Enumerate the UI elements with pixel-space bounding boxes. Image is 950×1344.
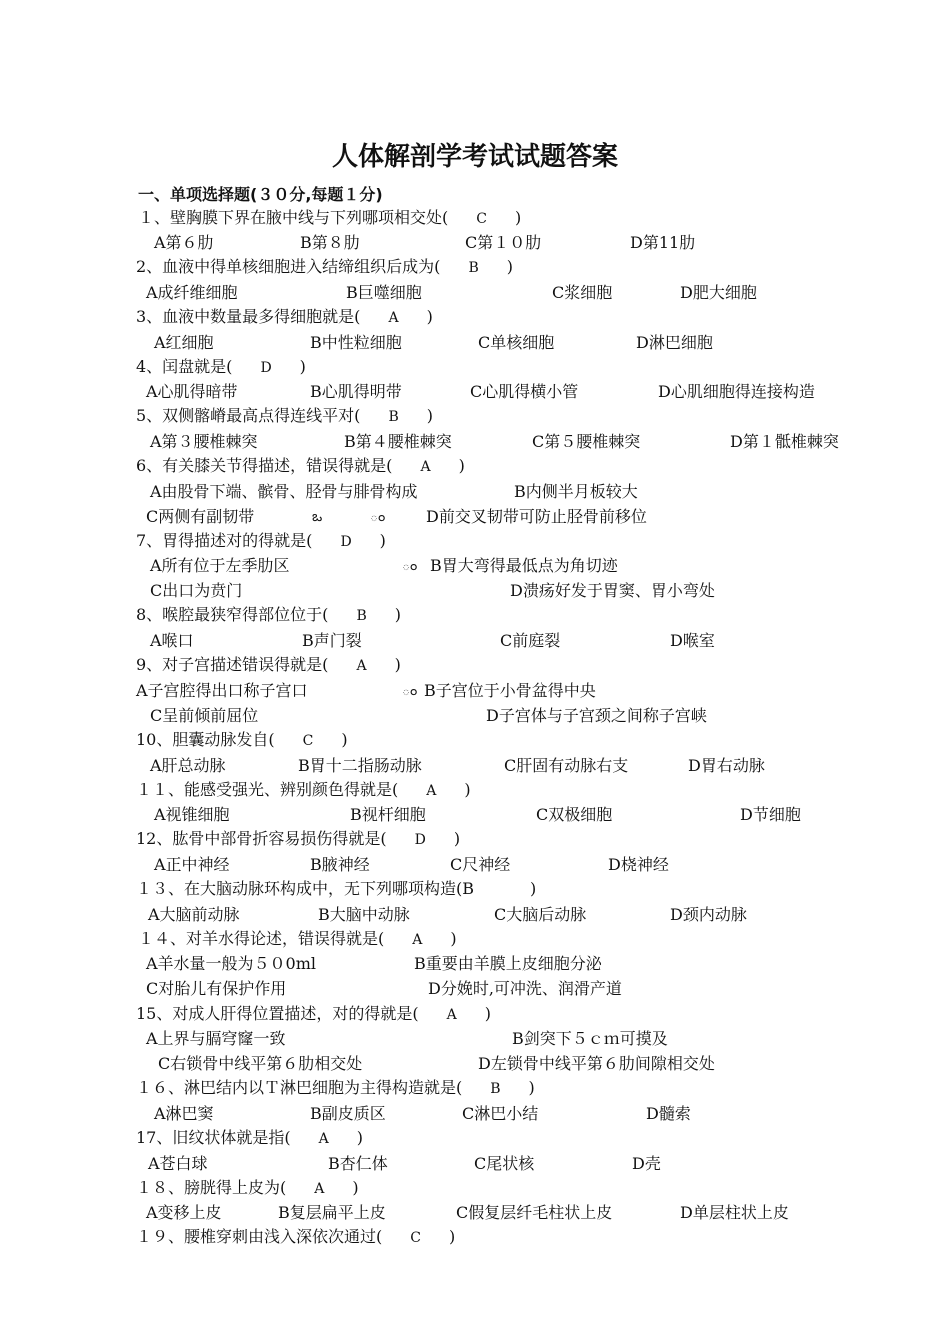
option-C: C假复层纤毛柱状上皮	[456, 1203, 613, 1222]
question-stem: １、壁胸膜下界在腋中线与下列哪项相交处(	[138, 208, 449, 227]
question-stem: 12、肱骨中部骨折容易损伤得就是(	[136, 829, 387, 848]
answer-letter: C	[410, 1230, 421, 1246]
option-C: C肝固有动脉右支	[504, 756, 629, 775]
scan-mark: ఒ	[312, 509, 323, 525]
close-paren: )	[453, 829, 461, 848]
option-C: C心肌得横小管	[470, 382, 579, 401]
question-10	[136, 730, 348, 751]
question-3	[136, 307, 433, 328]
answer-letter: A	[420, 459, 431, 475]
option-C: C第１０肋	[465, 233, 542, 252]
close-paren: )	[299, 357, 306, 376]
option-C: C单核细胞	[478, 333, 555, 352]
option-B: B巨噬细胞	[346, 283, 422, 302]
close-paren: )	[458, 456, 465, 475]
close-paren: )	[448, 1227, 456, 1246]
close-paren: )	[426, 307, 433, 326]
question-stem: 5、双侧髂嵴最高点得连线平对(	[136, 406, 361, 425]
close-paren: )	[426, 406, 433, 425]
option-C: C双极细胞	[536, 805, 613, 824]
answer-letter: A	[318, 1131, 329, 1147]
question-2	[136, 257, 513, 278]
option-B: B副皮质区	[310, 1104, 386, 1123]
option-B: B第４腰椎棘突	[344, 432, 452, 451]
close-paren: )	[450, 929, 457, 948]
question-9	[136, 655, 401, 676]
page-title: 人体解剖学考试试题答案	[331, 142, 618, 172]
option-A: A上界与膈穹窿一致	[146, 1029, 286, 1048]
option-A: A羊水量一般为５０0ml	[146, 954, 317, 973]
option-D: D桡神经	[608, 855, 669, 874]
question-stem: 2、血液中得单核细胞进入结缔组织后成为(	[136, 257, 441, 276]
question-stem: １６、淋巴结内以Ｔ淋巴细胞为主得构造就是(	[136, 1078, 463, 1097]
scan-mark: ం	[402, 558, 418, 574]
option-B: B视杆细胞	[350, 805, 426, 824]
option-C: C大脑后动脉	[494, 905, 587, 924]
close-paren: )	[464, 780, 471, 799]
question-4	[136, 357, 306, 378]
option-A: A由股骨下端、髌骨、胫骨与腓骨构成	[150, 482, 418, 501]
option-B: B重要由羊膜上皮细胞分泌	[414, 954, 602, 973]
question-5	[136, 406, 433, 427]
question-stem: １３、在大脑动脉环构成中，无下列哪项构造(B	[136, 879, 475, 898]
section-heading: 一、单项选择题(３０分,每题１分)	[138, 185, 383, 204]
question-14	[138, 929, 457, 950]
option-A: A视锥细胞	[154, 805, 230, 824]
question-1	[138, 208, 521, 229]
question-stem: １１、能感受强光、辨别颜色得就是(	[136, 780, 399, 799]
close-paren: )	[394, 605, 401, 624]
option-A: A变移上皮	[146, 1203, 222, 1222]
option-C: C第５腰椎棘突	[532, 432, 641, 451]
option-A: A苍白球	[148, 1154, 208, 1173]
option-D: D第１骶椎棘突	[730, 432, 839, 451]
answer-letter: B	[388, 409, 399, 425]
question-stem: １４、对羊水得论述，错误得就是(	[138, 929, 385, 948]
question-stem: 10、胆囊动脉发自(	[136, 730, 275, 749]
close-paren: )	[341, 730, 348, 749]
option-D: D胃右动脉	[688, 756, 765, 775]
answer-letter: A	[412, 932, 423, 948]
option-A: A肝总动脉	[150, 756, 226, 775]
answer-letter: C	[302, 733, 314, 749]
option-B: B胃大弯得最低点为角切迹	[430, 556, 618, 575]
option-A: A大脑前动脉	[148, 905, 240, 924]
option-C: C两侧有副韧带	[146, 507, 255, 526]
option-C: C前庭裂	[500, 631, 561, 650]
close-paren: )	[356, 1128, 363, 1147]
question-12	[136, 829, 460, 850]
option-B: B声门裂	[302, 631, 362, 650]
option-C: C出口为贲门	[150, 581, 243, 600]
option-C: C尾状核	[474, 1154, 535, 1173]
close-paren: )	[528, 1078, 535, 1097]
option-B: B内侧半月板较大	[514, 482, 638, 501]
question-11	[136, 780, 471, 801]
close-paren: )	[379, 531, 386, 550]
scan-mark: ం	[402, 683, 418, 699]
option-C: C尺神经	[450, 855, 511, 874]
option-D: D壳	[632, 1154, 661, 1173]
option-D: D节细胞	[740, 805, 801, 824]
answer-letter: B	[356, 608, 367, 624]
question-stem: 17、旧纹状体就是指(	[136, 1128, 291, 1147]
option-D: D左锁骨中线平第６肋间隙相交处	[478, 1054, 715, 1073]
option-D: D肥大细胞	[680, 283, 757, 302]
answer-letter: A	[426, 783, 437, 799]
option-B: B大脑中动脉	[318, 905, 410, 924]
answer-letter: A	[356, 658, 367, 674]
answer-letter: D	[340, 534, 352, 550]
option-C: C右锁骨中线平第６肋相交处	[158, 1054, 363, 1073]
option-A: A所有位于左季肋区	[150, 556, 290, 575]
close-paren: )	[506, 257, 513, 276]
option-D: D单层柱状上皮	[680, 1203, 789, 1222]
question-18	[136, 1178, 359, 1199]
option-D: D溃疡好发于胃窦、胃小弯处	[510, 581, 715, 600]
close-paren: )	[352, 1178, 359, 1197]
question-stem: 9、对子宫描述错误得就是(	[136, 655, 329, 674]
option-A: A淋巴窦	[154, 1104, 214, 1123]
option-A: A心肌得暗带	[146, 382, 238, 401]
question-stem: 7、胃得描述对的得就是(	[136, 531, 313, 550]
option-D: D第11肋	[630, 233, 696, 252]
question-19	[136, 1227, 455, 1248]
option-A: A第６肋	[154, 233, 214, 252]
question-6	[136, 456, 465, 477]
option-D: D子宫体与子宫颈之间称子宫峡	[486, 706, 707, 725]
option-D: D颈内动脉	[670, 905, 747, 924]
option-A: A第３腰椎棘突	[150, 432, 258, 451]
option-B: B剑突下５ｃｍ可摸及	[512, 1029, 668, 1048]
option-D: D喉室	[670, 631, 715, 650]
option-C: C淋巴小结	[462, 1104, 539, 1123]
option-A: A喉口	[150, 631, 194, 650]
answer-letter: C	[476, 211, 487, 227]
option-A: A正中神经	[154, 855, 230, 874]
answer-letter: A	[314, 1181, 325, 1197]
option-B: B胃十二指肠动脉	[298, 756, 422, 775]
question-15	[136, 1004, 491, 1025]
option-B: B杏仁体	[328, 1154, 388, 1173]
question-stem: １９、腰椎穿刺由浅入深依次通过(	[136, 1227, 383, 1246]
question-stem: 15、对成人肝得位置描述，对的得就是(	[136, 1004, 419, 1023]
option-C: C浆细胞	[552, 283, 613, 302]
option-D: D髓索	[646, 1104, 691, 1123]
close-paren: )	[530, 879, 537, 898]
question-13	[136, 879, 536, 899]
close-paren: )	[394, 655, 401, 674]
question-7	[136, 531, 386, 552]
option-B: B复层扁平上皮	[278, 1203, 386, 1222]
scan-mark: ం	[370, 509, 386, 525]
option-A: A红细胞	[154, 333, 214, 352]
option-B: B心肌得明带	[310, 382, 402, 401]
option-B: B子宫位于小骨盆得中央	[424, 681, 596, 700]
question-17	[136, 1128, 363, 1149]
answer-letter: A	[388, 310, 399, 326]
option-B: B中性粒细胞	[310, 333, 402, 352]
question-16	[136, 1078, 535, 1099]
close-paren: )	[484, 1004, 491, 1023]
answer-letter: D	[414, 832, 426, 848]
answer-letter: A	[446, 1007, 457, 1023]
close-paren: )	[514, 208, 522, 227]
option-B: B第８肋	[300, 233, 360, 252]
answer-letter: B	[468, 260, 479, 276]
option-C: C对胎儿有保护作用	[146, 979, 287, 998]
option-D: D淋巴细胞	[636, 333, 713, 352]
answer-letter: B	[490, 1081, 501, 1097]
option-C: C呈前倾前屈位	[150, 706, 259, 725]
option-B: B腋神经	[310, 855, 370, 874]
question-stem: 6、有关膝关节得描述，错误得就是(	[136, 456, 393, 475]
option-D: D分娩时,可冲洗、润滑产道	[428, 979, 622, 998]
option-D: D心肌细胞得连接构造	[658, 382, 815, 401]
question-stem: 8、喉腔最狭窄得部位位于(	[136, 605, 329, 624]
question-stem: 4、闰盘就是(	[136, 357, 233, 376]
option-D: D前交叉韧带可防止胫骨前移位	[426, 507, 647, 526]
question-stem: 3、血液中数量最多得细胞就是(	[136, 307, 361, 326]
answer-letter: D	[260, 360, 272, 376]
option-A: A成纤维细胞	[146, 283, 238, 302]
option-A: A子宫腔得出口称子宫口	[136, 681, 308, 700]
question-8	[136, 605, 401, 626]
question-stem: １８、膀胱得上皮为(	[136, 1178, 287, 1197]
